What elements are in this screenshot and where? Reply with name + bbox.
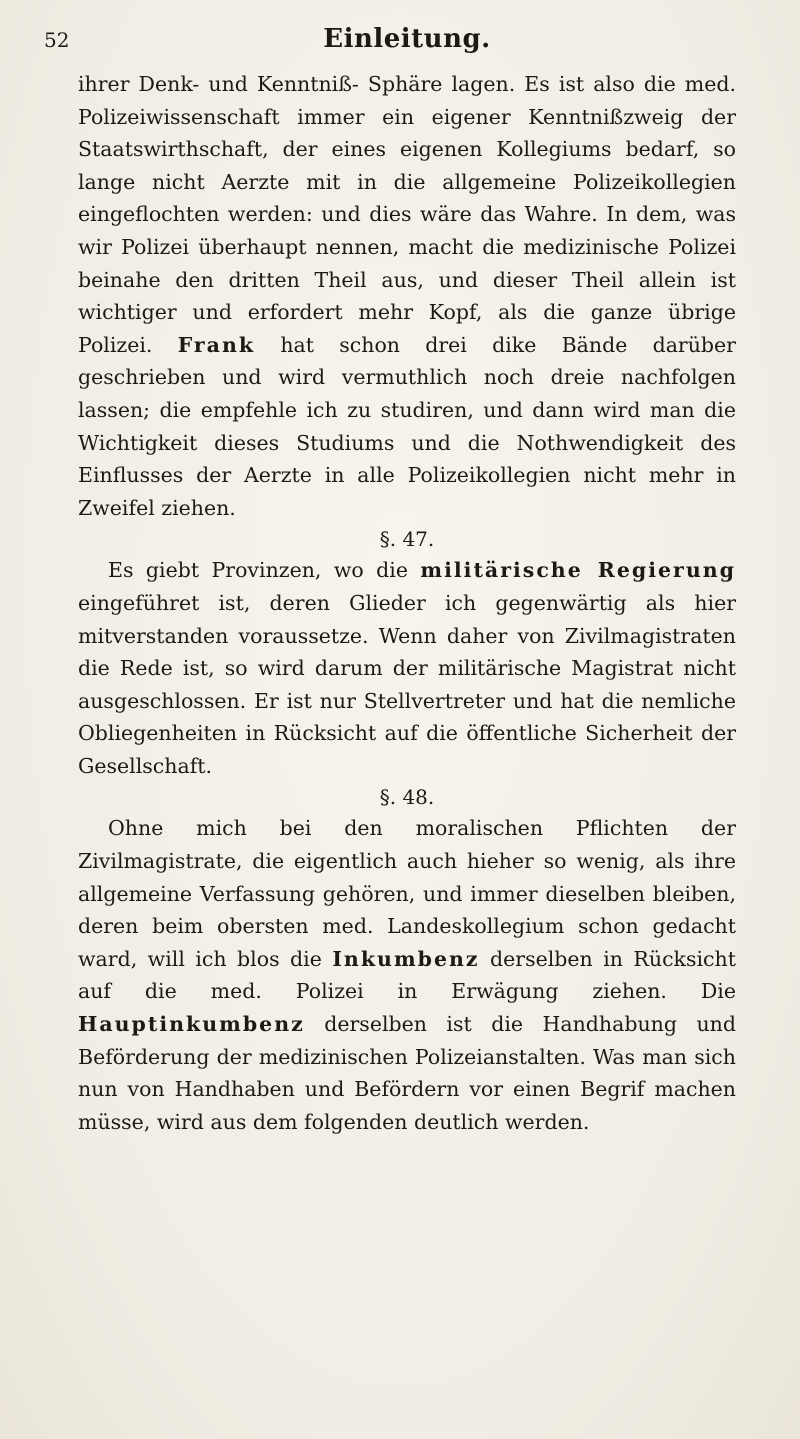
emphasis-military-government: militärische Regierung bbox=[420, 558, 736, 583]
emphasis-inkumbenz: Inkumbenz bbox=[332, 946, 480, 971]
running-title: Einleitung. bbox=[323, 24, 491, 54]
paragraph-section-48 bbox=[78, 812, 736, 1138]
section-heading-48: §. 48. bbox=[379, 785, 435, 810]
page-header bbox=[44, 24, 736, 64]
page-number: 52 bbox=[44, 28, 70, 52]
paragraph-2-tail: eingeführet ist, deren Glieder ich gegenwärtig als hier mitverstanden voraussetze. Wenn daher von Zivilmagistraten die Rede ist, so wird darum der militärische Magistrat nicht ausgeschlossen. Er ist nur Stellvertreter und hat die nemliche Obliegenheiten in Rücksicht auf die öffentliche Sicherheit der Gesellschaft. bbox=[78, 590, 736, 778]
section-heading-47: §. 47. bbox=[379, 527, 435, 552]
paragraph-2-head: Es giebt Provinzen, wo die bbox=[108, 558, 408, 583]
emphasis-frank: Frank bbox=[177, 332, 256, 357]
paragraph-3-tail: derselben ist die Handhabung und Beförderung der medizinischen Polizeianstalten. Was man sich nun von Handhaben und Befördern vor einen Begrif machen müsse, wird aus dem folgenden deutlich werden. bbox=[78, 1012, 736, 1134]
paragraph-3-head: Ohne mich bei den moralischen Pflichten der Zivilmagistrate, die eigentlich auch hieher so wenig, als ihre allgemeine Verfassung gehören, und immer dieselben bleiben, deren beim obersten med. Landeskollegium schon gedacht ward, will ich blos die bbox=[78, 816, 736, 971]
paragraph-1-tail: hat schon drei dike Bände darüber geschrieben und wird vermuthlich noch dreie nachfolgen lassen; die empfehle ich zu studiren, und dann wird man die Wichtigkeit dieses Studiums und die Nothwendigkeit des Einflusses der Aerzte in alle Polizeikollegien nicht mehr in Zweifel ziehen. bbox=[78, 332, 736, 520]
paragraph-1-text: ihrer Denk- und Kenntniß- Sphäre lagen. Es ist also die med. Polizeiwissenschaft immer ein eigener Kenntnißzweig der Staatswirthschaft, der eines eigenen Kollegiums bedarf, so lange nicht Aerzte mit in die allgemeine Polizeikollegien eingeflochten werden: und dies wäre das Wahre. In dem, was wir Polizei überhaupt nennen, macht die medizinische Polizei beinahe den dritten Theil aus, und dieser Theil allein ist wichtiger und erfordert mehr Kopf, als die ganze übrige Polizei. bbox=[78, 72, 736, 357]
emphasis-hauptinkumbenz: Hauptinkumbenz bbox=[78, 1012, 305, 1037]
paragraph-3-mid: derselben in Rücksicht auf die med. Polizei in Erwägung ziehen. Die bbox=[78, 946, 736, 1004]
paragraph-continuation bbox=[78, 68, 736, 524]
paragraph-section-47 bbox=[78, 554, 736, 782]
